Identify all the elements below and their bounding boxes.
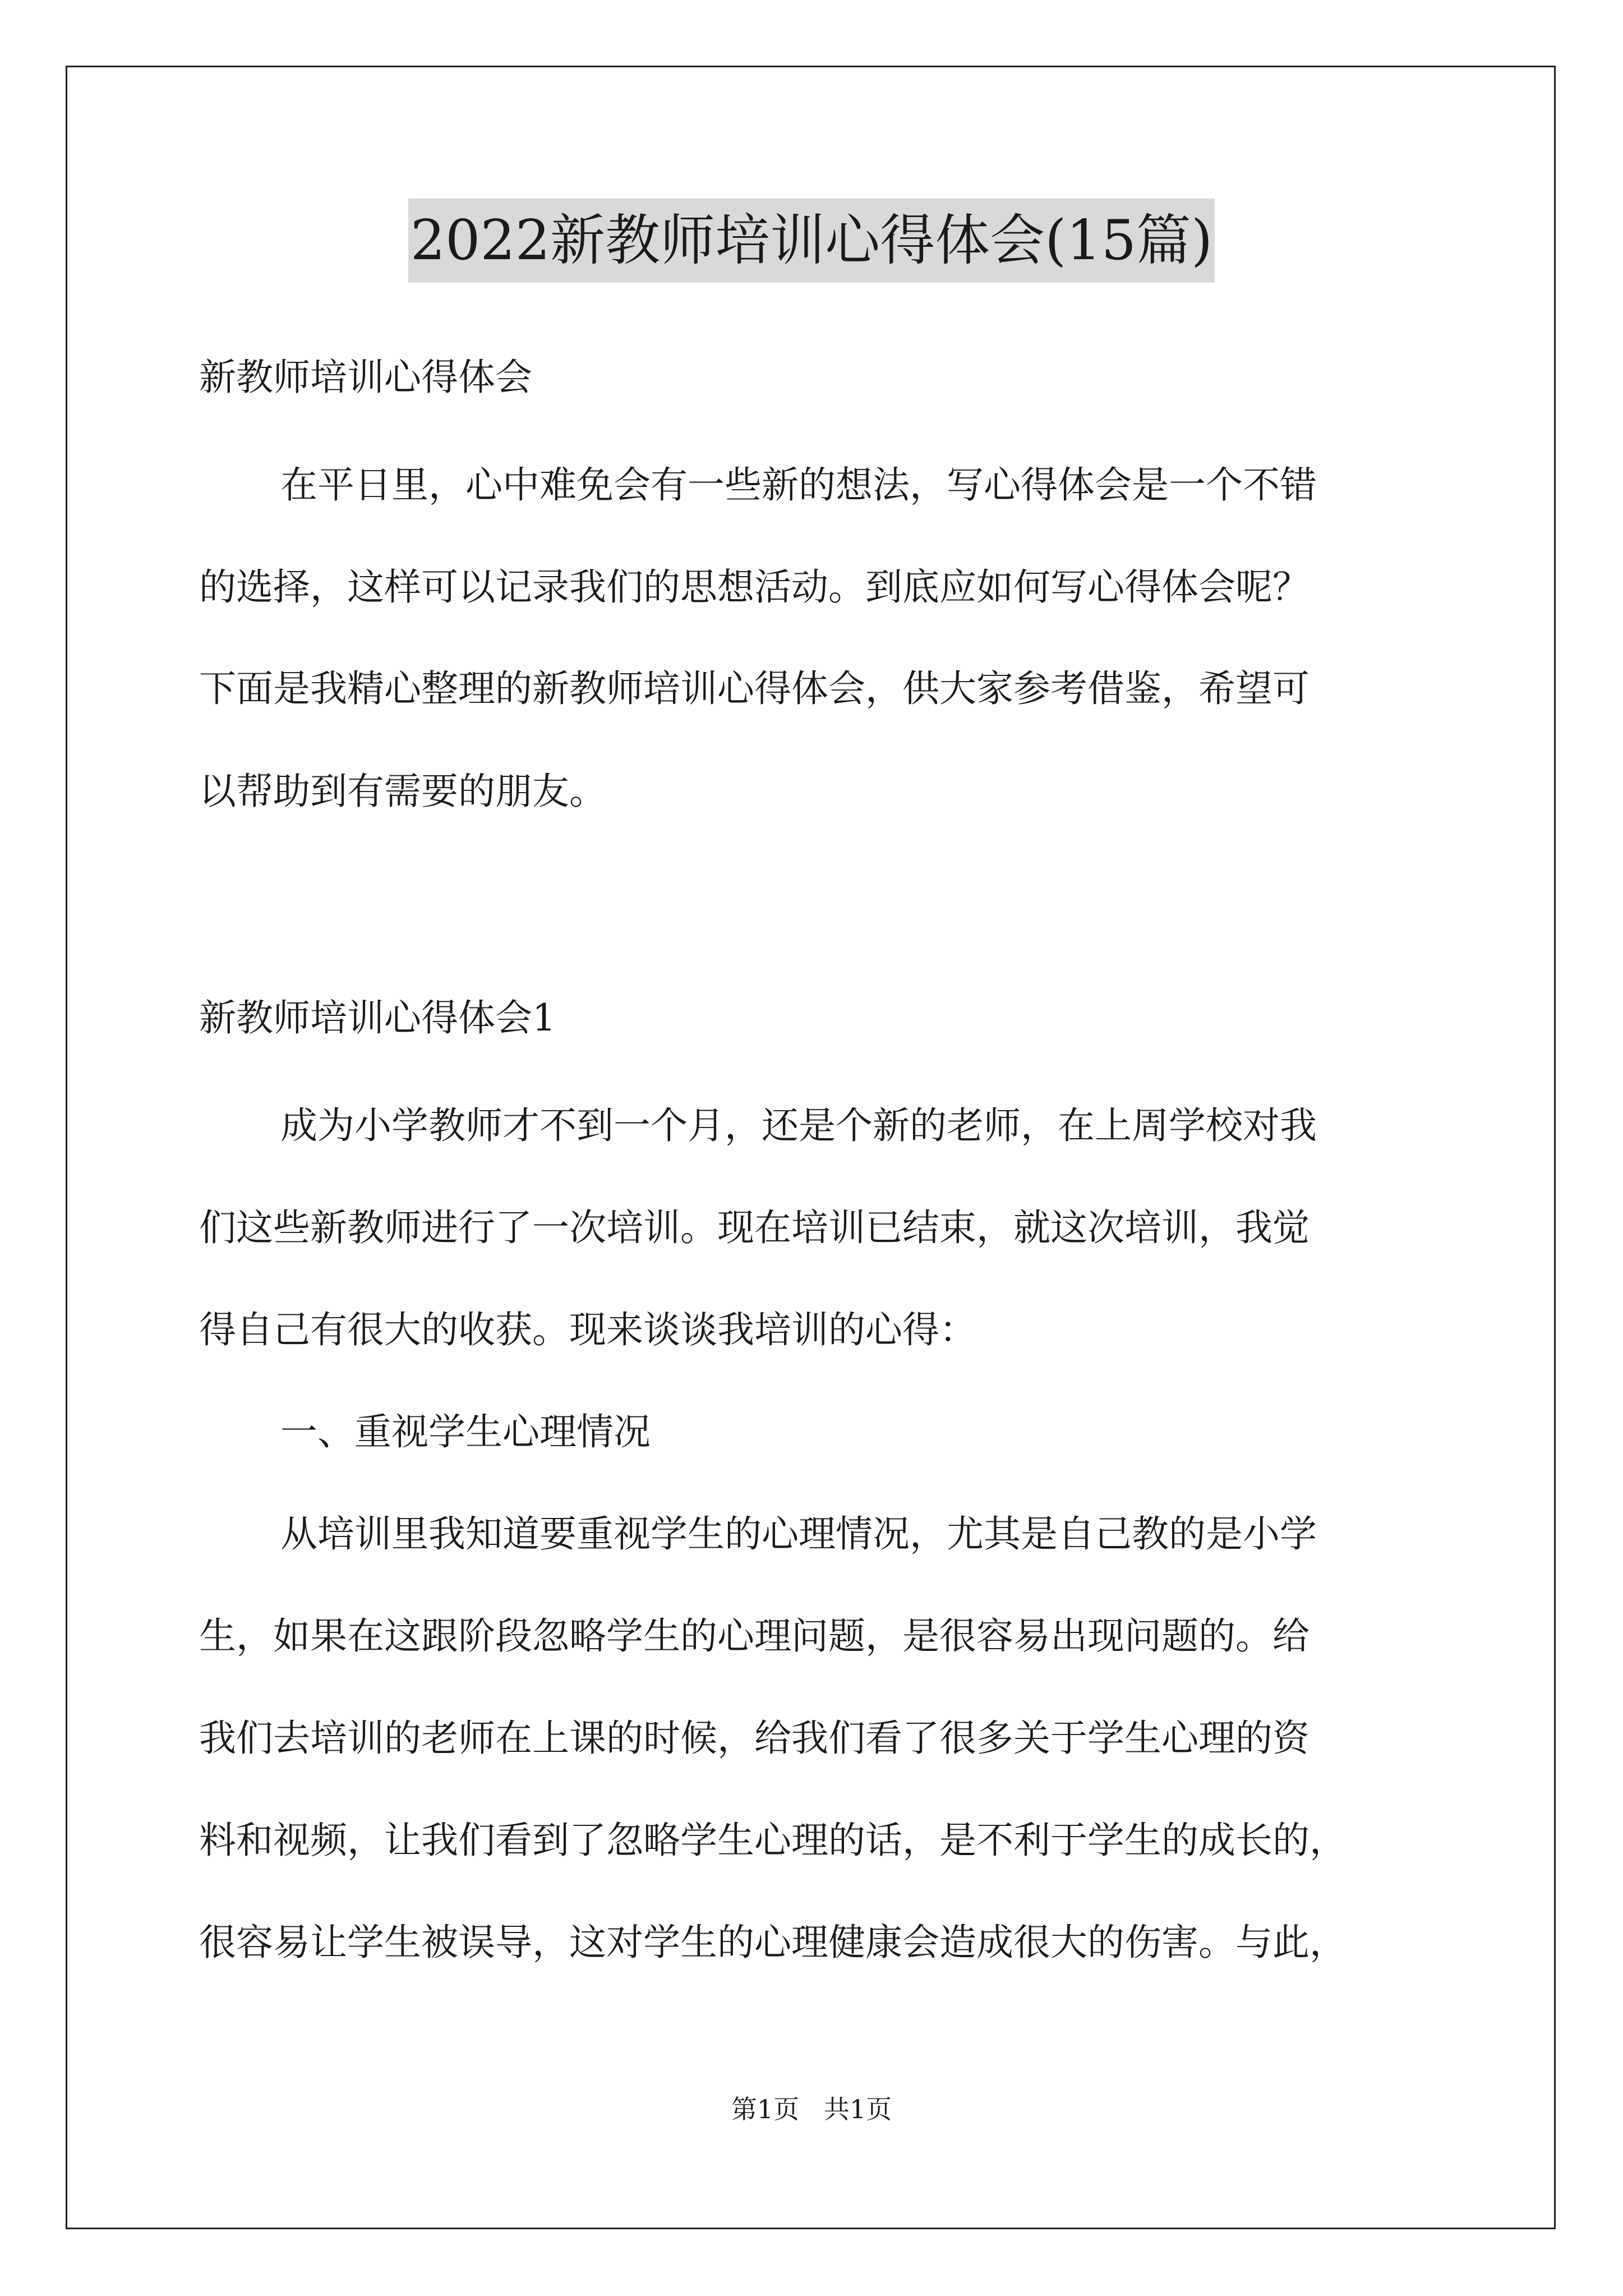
page-number: 第1页 共1页 bbox=[731, 2094, 892, 2124]
paragraph-line: 成为小学教师才不到一个月，还是个新的老师，在上周学校对我 bbox=[280, 1104, 1317, 1147]
paragraph-line: 在平日里，心中难免会有一些新的想法，写心得体会是一个不错 bbox=[280, 463, 1317, 507]
paragraph-line: 料和视频，让我们看到了忽略学生心理的话，是不利于学生的成长的， bbox=[199, 1819, 1347, 1862]
document-title: 2022新教师培训心得体会(15篇) bbox=[408, 199, 1215, 283]
paragraph-line: 从培训里我知道要重视学生的心理情况，尤其是自己教的是小学 bbox=[280, 1512, 1317, 1556]
paragraph-line: 下面是我精心整理的新教师培训心得体会，供大家参考借鉴，希望可 bbox=[199, 667, 1310, 710]
page-footer bbox=[0, 2092, 1623, 2126]
subheading: 一、重视学生心理情况 bbox=[280, 1410, 651, 1453]
section-heading: 新教师培训心得体会 bbox=[199, 356, 532, 399]
paragraph-line: 很容易让学生被误导，这对学生的心理健康会造成很大的伤害。与此， bbox=[199, 1921, 1347, 1964]
paragraph-line: 我们去培训的老师在上课的时候，给我们看了很多关于学生心理的资 bbox=[199, 1717, 1310, 1760]
paragraph-line: 们这些新教师进行了一次培训。现在培训已结束，就这次培训，我觉 bbox=[199, 1206, 1310, 1249]
title-container bbox=[0, 199, 1623, 283]
paragraph-line: 的选择，这样可以记录我们的思想活动。到底应如何写心得体会呢？ bbox=[199, 565, 1310, 609]
section-heading: 新教师培训心得体会1 bbox=[199, 996, 556, 1039]
paragraph-line: 以帮助到有需要的朋友。 bbox=[199, 770, 606, 813]
paragraph-line: 得自己有很大的收获。现来谈谈我培训的心得： bbox=[199, 1308, 976, 1351]
paragraph-line: 生，如果在这跟阶段忽略学生的心理问题，是很容易出现问题的。给 bbox=[199, 1614, 1310, 1658]
